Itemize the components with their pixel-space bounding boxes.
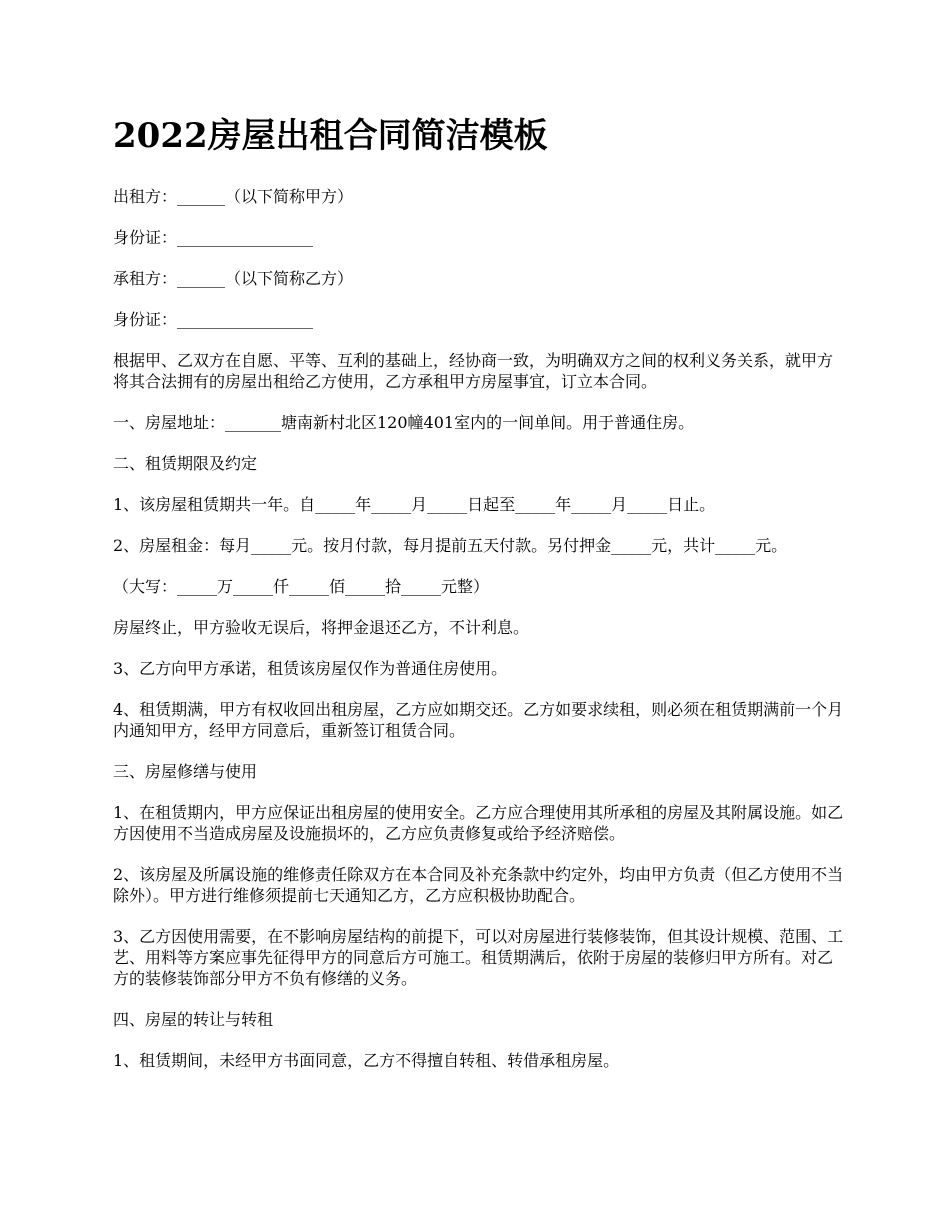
section-4-heading: 四、房屋的转让与转租	[113, 1010, 274, 1029]
clause-3-1: 1、在租赁期内，甲方应保证出租房屋的使用安全。乙方应合理使用其所承租的房屋及其附属设施。如乙方因使用不当造成房屋及设施损坏的，乙方应负责修复或给予经济赔偿。	[113, 803, 844, 843]
lessee-id-line: 身份证：_________________	[113, 310, 314, 329]
clause-2-1: 1、该房屋租赁期共一年。自_____年_____月_____日起至_____年_____月_____日止。	[113, 495, 716, 514]
clause-2-2-amount-words: （大写：_____万_____仟_____佰_____拾_____元整）	[113, 577, 490, 596]
clause-2-2: 2、房屋租金：每月_____元。按月付款，每月提前五天付款。另付押金_____元，共计_____元。	[113, 536, 788, 555]
clause-2-3: 3、乙方向甲方承诺，租赁该房屋仅作为普通住房使用。	[113, 659, 508, 678]
section-3-heading: 三、房屋修缮与使用	[113, 762, 258, 781]
document-title: 2022房屋出租合同简洁模板	[113, 116, 548, 156]
lessor-line: 出租方：______（以下简称甲方）	[113, 187, 354, 206]
section-2-heading: 二、租赁期限及约定	[113, 454, 258, 473]
preamble-paragraph: 根据甲、乙双方在自愿、平等、互利的基础上，经协商一致，为明确双方之间的权利义务关系，就甲方将其合法拥有的房屋出租给乙方使用，乙方承租甲方房屋事宜，订立本合同。	[113, 351, 834, 391]
section-1-address: 一、房屋地址：_______塘南新村北区120幢401室内的一间单间。用于普通住房。	[113, 413, 695, 432]
clause-4-1: 1、租赁期间，未经甲方书面同意，乙方不得擅自转租、转借承租房屋。	[113, 1051, 620, 1070]
clause-3-3: 3、乙方因使用需要，在不影响房屋结构的前提下，可以对房屋进行装修装饰，但其设计规模、范围、工艺、用料等方案应事先征得甲方的同意后方可施工。租赁期满后，依附于房屋的装修归甲方所有。对乙方的装修装饰部分甲方不负有修缮的义务。	[113, 927, 844, 988]
clause-2-4: 4、租赁期满，甲方有权收回出租房屋，乙方应如期交还。乙方如要求续租，则必须在租赁期满前一个月内通知甲方，经甲方同意后，重新签订租赁合同。	[113, 700, 844, 740]
clause-deposit-return: 房屋终止，甲方验收无误后，将押金退还乙方，不计利息。	[113, 618, 530, 637]
document-page	[113, 110, 848, 1091]
lessor-id-line: 身份证：_________________	[113, 228, 314, 247]
clause-3-2: 2、该房屋及所属设施的维修责任除双方在本合同及补充条款中约定外，均由甲方负责（但乙方使用不当除外）。甲方进行维修须提前七天通知乙方，乙方应积极协助配合。	[113, 865, 844, 905]
lessee-line: 承租方：______（以下简称乙方）	[113, 269, 354, 288]
